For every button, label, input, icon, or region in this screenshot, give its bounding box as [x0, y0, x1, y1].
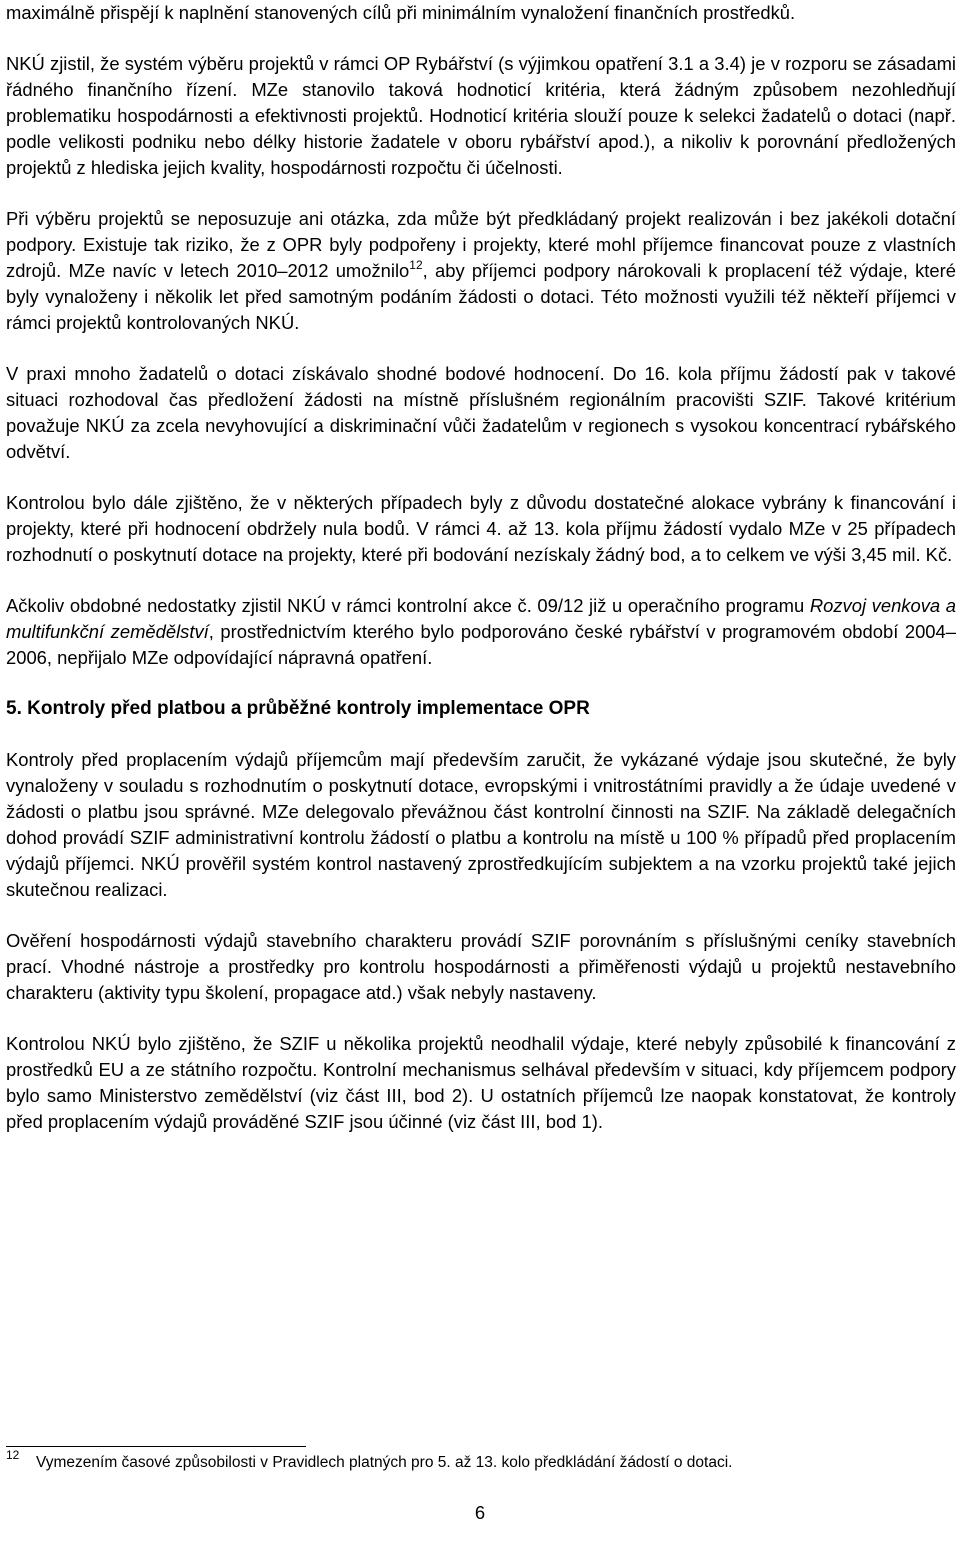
section-heading: 5. Kontroly před platbou a průběžné kontroly implementace OPR	[6, 698, 590, 719]
paragraph-zero-points: Kontrolou bylo dále zjištěno, že v některých případech byly z důvodu dostatečné alokace vybrány k financování i projekty, které při hodnocení obdržely nula bodů. V rámci 4. až 13. kola příjmu žádostí vydalo MZe v 25 případech rozhodnutí o poskytnutí dotace na projekty, které při bodování nezískaly žádný bod, a to celkem ve výši 3,45 mil. Kč.	[6, 492, 956, 565]
footnote-text: Vymezením časové způsobilosti v Pravidlech platných pro 5. až 13. kolo předkládání žádostí o dotaci.	[36, 1454, 733, 1471]
program-name: Rozvoj venkova a multifunkční zemědělství	[6, 595, 956, 642]
footnote-separator	[6, 1446, 306, 1447]
paragraph-funding-assessment	[6, 206, 956, 336]
document-page	[6, 0, 956, 1135]
paragraph-ineligible-costs: Kontrolou NKÚ bylo zjištěno, že SZIF u několika projektů neodhalil výdaje, které nebyly způsobilé k financování z prostředků EU a ze státního rozpočtu. Kontrolní mechanismus selhával především v situaci, kdy příjemcem podpory bylo samo Ministerstvo zemědělství (viz část III, bod 2). U ostatních příjemců lze naopak konstatovat, že kontroly před proplacením výdajů prováděné SZIF jsou účinné (viz část III, bod 1).	[6, 1033, 956, 1132]
footnote-number: 12	[6, 1448, 20, 1462]
footnote-reference: 12	[409, 258, 423, 272]
footnote	[6, 1448, 946, 1473]
paragraph-cost-efficiency: Ověření hospodárnosti výdajů stavebního charakteru provádí SZIF porovnáním s příslušnými ceníky stavebních prací. Vhodné nástroje a prostředky pro kontrolu hospodárnosti a přiměřenosti výdajů u projektů nestavebního charakteru (aktivity typu školení, propagace atd.) však nebyly nastaveny.	[6, 930, 956, 1003]
paragraph-text-part: Při výběru projektů se neposuzuje ani otázka, zda může být předkládaný projekt realizován i bez jakékoli dotační podpory. Existuje tak riziko, že z OPR byly podpořeny i projekty, které mohl příjemce financovat pouze z vlastních zdrojů. MZe navíc v letech 2010–2012 umožnilo	[6, 208, 956, 281]
paragraph-previous-audit	[6, 593, 956, 671]
paragraph-payment-controls: Kontroly před proplacením výdajů příjemcům mají především zaručit, že vykázané výdaje jsou skutečné, že byly vynaloženy v souladu s rozhodnutím o poskytnutí dotace, evropskými i vnitrostátními pravidly a že údaje uvedené v žádosti o platbu jsou správné. MZe delegovalo převážnou část kontrolní činnosti na SZIF. Na základě delegačních dohod provádí SZIF administrativní kontrolu žádostí o platbu a kontrolu na místě u 100 % případů před proplacením výdajů příjemci. NKÚ prověřil systém kontrol nastavený zprostředkujícím subjektem a na vzorku projektů také jejich skutečnou realizaci.	[6, 749, 956, 900]
paragraph-text-part: , aby příjemci podpory nárokovali k proplacení též výdaje, které byly vynaloženy i několik let před samotným podáním žádosti o dotaci. Této možnosti využili též někteří příjemci v rámci projektů kontrolovaných NKÚ.	[6, 260, 956, 333]
paragraph-scoring: V praxi mnoho žadatelů o dotaci získávalo shodné bodové hodnocení. Do 16. kola příjmu žádostí pak v takové situaci rozhodoval čas předložení žádosti na místně příslušném regionálním pracovišti SZIF. Takové kritérium považuje NKÚ za zcela nevyhovující a diskriminační vůči žadatelům v regionech s vysokou koncentrací rybářského odvětví.	[6, 363, 956, 462]
paragraph-text-part: , prostřednictvím kterého bylo podporováno české rybářství v programovém období 2004–2006, nepřijalo MZe odpovídající nápravná opatření.	[6, 621, 956, 668]
paragraph-intro-continuation: maximálně přispějí k naplnění stanovených cílů při minimálním vynaložení finančních prostředků.	[6, 2, 796, 23]
paragraph-project-selection: NKÚ zjistil, že systém výběru projektů v rámci OP Rybářství (s výjimkou opatření 3.1 a 3.4) je v rozporu se zásadami řádného finančního řízení. MZe stanovilo taková hodnoticí kritéria, která žádným způsobem nezohledňují problematiku hospodárnosti a efektivnosti projektů. Hodnoticí kritéria slouží pouze k selekci žadatelů o dotaci (např. podle velikosti podniku nebo délky historie žadatele v oboru rybářství apod.), a nikoliv k porovnání předložených projektů z hlediska jejich kvality, hospodárnosti rozpočtu či účelnosti.	[6, 53, 956, 178]
paragraph-text-part: Ačkoliv obdobné nedostatky zjistil NKÚ v rámci kontrolní akce č. 09/12 již u operačního programu	[6, 595, 810, 616]
page-number: 6	[474, 1502, 486, 1523]
